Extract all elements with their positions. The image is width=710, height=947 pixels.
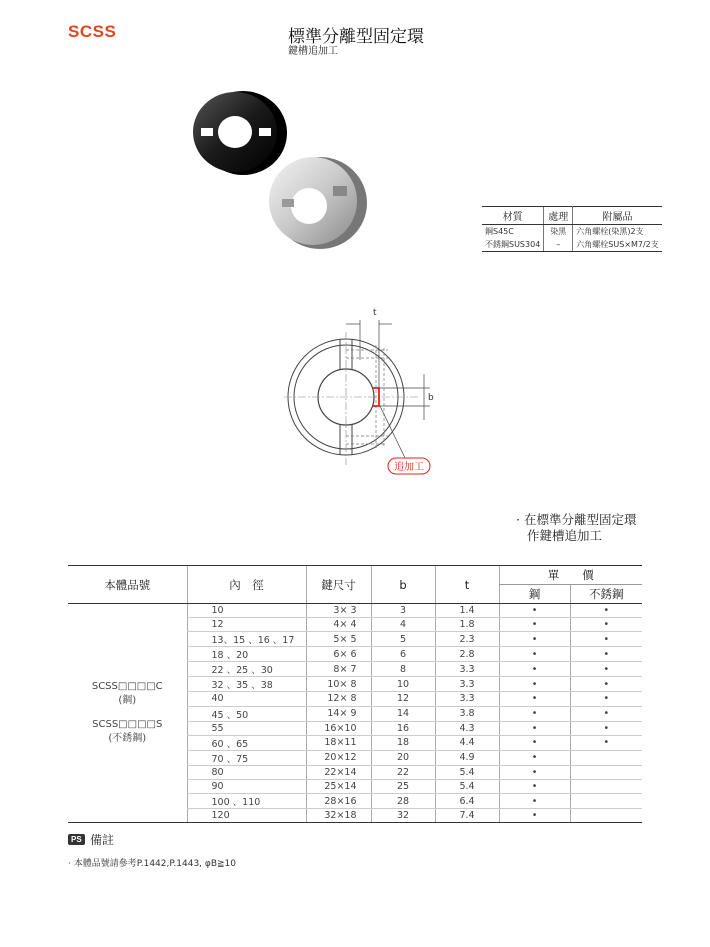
dimension-b-label: b [428, 393, 434, 403]
stainless-price-cell [570, 794, 642, 809]
inner-diameter-cell: 10 [187, 604, 306, 618]
page-title: 標準分離型固定環 [288, 27, 424, 47]
key-size-cell: 22×14 [306, 765, 371, 779]
steel-price-cell: • [499, 794, 570, 809]
steel-price-cell: • [499, 779, 570, 793]
key-size-cell: 6× 6 [306, 647, 371, 662]
inner-diameter-header: 內 徑 [187, 566, 306, 604]
t-cell: 3.3 [435, 692, 499, 706]
steel-price-cell: • [499, 809, 570, 823]
t-cell: 5.4 [435, 765, 499, 779]
inner-diameter-cell: 70 、75 [187, 750, 306, 765]
t-cell: 2.8 [435, 647, 499, 662]
inner-diameter-cell: 80 [187, 765, 306, 779]
t-cell: 3.3 [435, 662, 499, 677]
b-cell: 6 [371, 647, 435, 662]
model-cell [68, 604, 187, 823]
t-cell: 7.4 [435, 809, 499, 823]
key-size-cell: 25×14 [306, 779, 371, 793]
model-header: 本體品號 [68, 566, 187, 604]
t-cell: 5.4 [435, 779, 499, 793]
key-size-cell: 18×11 [306, 735, 371, 750]
b-cell: 22 [371, 765, 435, 779]
stainless-price-cell: • [570, 735, 642, 750]
stainless-price-cell [570, 765, 642, 779]
stainless-price-cell: • [570, 706, 642, 721]
stainless-price-cell: • [570, 662, 642, 677]
price-header: 單 價 [499, 566, 642, 585]
inner-diameter-cell: 60 、65 [187, 735, 306, 750]
inner-diameter-cell: 120 [187, 809, 306, 823]
material-header: 材質 [482, 207, 544, 225]
inner-diameter-cell: 100 、110 [187, 794, 306, 809]
model-line: SCSS□□□□C [91, 681, 163, 693]
steel-price-cell: • [499, 662, 570, 677]
product-photo [185, 88, 375, 258]
model-line: (鋼) [118, 695, 137, 707]
keyway-note [516, 512, 636, 544]
material-table [482, 206, 662, 252]
dimension-t-label: t [373, 308, 377, 318]
t-cell: 4.3 [435, 721, 499, 735]
b-cell: 12 [371, 692, 435, 706]
t-cell: 1.4 [435, 604, 499, 618]
b-cell: 16 [371, 721, 435, 735]
note-line: 作鍵槽追加工 [527, 528, 603, 543]
inner-diameter-cell: 13、15 、16 、17 [187, 632, 306, 647]
material-cell: 不銹鋼SUS304 [482, 238, 544, 252]
b-cell: 18 [371, 735, 435, 750]
stainless-price-cell: • [570, 692, 642, 706]
inner-diameter-cell: 40 [187, 692, 306, 706]
t-cell: 3.3 [435, 677, 499, 692]
treatment-cell: – [544, 238, 573, 252]
key-size-cell: 5× 5 [306, 632, 371, 647]
inner-diameter-cell: 22 、25 、30 [187, 662, 306, 677]
remarks-label: 備註 [90, 833, 115, 847]
b-cell: 3 [371, 604, 435, 618]
note-line: · 在標準分離型固定環 [516, 512, 637, 527]
steel-price-cell: • [499, 632, 570, 647]
remarks-note: · 本體品號請參考P.1442,P.1443, φB≧10 [68, 859, 236, 869]
accessory-header: 附屬品 [573, 207, 662, 225]
silver-collar-image [269, 157, 367, 249]
steel-price-cell: • [499, 750, 570, 765]
key-size-cell: 16×10 [306, 721, 371, 735]
key-size-cell: 14× 9 [306, 706, 371, 721]
steel-price-cell: • [499, 618, 570, 632]
spec-table [68, 565, 642, 823]
stainless-price-cell: • [570, 632, 642, 647]
stainless-price-cell: • [570, 677, 642, 692]
key-size-header: 鍵尺寸 [306, 566, 371, 604]
stainless-price-cell: • [570, 618, 642, 632]
steel-price-cell: • [499, 721, 570, 735]
inner-diameter-cell: 90 [187, 779, 306, 793]
key-size-cell: 3× 3 [306, 604, 371, 618]
key-size-cell: 8× 7 [306, 662, 371, 677]
stainless-price-cell [570, 779, 642, 793]
b-cell: 28 [371, 794, 435, 809]
b-cell: 32 [371, 809, 435, 823]
treatment-header: 處理 [544, 207, 573, 225]
b-header: b [371, 566, 435, 604]
stainless-price-cell: • [570, 647, 642, 662]
treatment-cell: 染黑 [544, 225, 573, 239]
key-size-cell: 32×18 [306, 809, 371, 823]
accessory-cell: 六角螺栓(染黑)2支 [576, 227, 644, 236]
model-line: (不銹鋼) [108, 733, 147, 745]
inner-diameter-cell: 45 、50 [187, 706, 306, 721]
keyway-drawing [280, 300, 450, 480]
steel-price-cell: • [499, 604, 570, 618]
key-size-cell: 20×12 [306, 750, 371, 765]
steel-price-cell: • [499, 765, 570, 779]
black-collar-image [193, 91, 287, 175]
ps-badge: PS [68, 834, 85, 845]
callout-label: 追加工 [394, 462, 424, 473]
t-header: t [435, 566, 499, 604]
inner-diameter-cell: 12 [187, 618, 306, 632]
steel-price-cell: • [499, 735, 570, 750]
t-cell: 4.4 [435, 735, 499, 750]
b-cell: 25 [371, 779, 435, 793]
stainless-price-cell: • [570, 721, 642, 735]
stainless-price-cell: • [570, 604, 642, 618]
inner-diameter-cell: 55 [187, 721, 306, 735]
steel-price-cell: • [499, 677, 570, 692]
key-size-cell: 28×16 [306, 794, 371, 809]
inner-diameter-cell: 18 、20 [187, 647, 306, 662]
t-cell: 3.8 [435, 706, 499, 721]
model-line: SCSS□□□□S [92, 719, 163, 731]
inner-diameter-cell: 32 、35 、38 [187, 677, 306, 692]
b-cell: 10 [371, 677, 435, 692]
t-cell: 6.4 [435, 794, 499, 809]
steel-price-cell: • [499, 692, 570, 706]
t-cell: 4.9 [435, 750, 499, 765]
stainless-price-cell [570, 750, 642, 765]
stainless-header: 不銹鋼 [570, 585, 642, 604]
steel-price-cell: • [499, 647, 570, 662]
b-cell: 4 [371, 618, 435, 632]
steel-price-cell: • [499, 706, 570, 721]
t-cell: 2.3 [435, 632, 499, 647]
key-size-cell: 12× 8 [306, 692, 371, 706]
b-cell: 14 [371, 706, 435, 721]
accessory-cell: 六角螺栓SUS×M7/2支 [573, 238, 662, 252]
product-code: SCSS [68, 22, 117, 41]
key-size-cell: 10× 8 [306, 677, 371, 692]
table-row [68, 604, 642, 618]
material-cell: 鋼S45C [485, 227, 514, 236]
b-cell: 8 [371, 662, 435, 677]
t-cell: 1.8 [435, 618, 499, 632]
steel-header: 鋼 [499, 585, 570, 604]
page-subtitle: 鍵槽追加工 [288, 46, 338, 57]
b-cell: 5 [371, 632, 435, 647]
b-cell: 20 [371, 750, 435, 765]
stainless-price-cell [570, 809, 642, 823]
key-size-cell: 4× 4 [306, 618, 371, 632]
